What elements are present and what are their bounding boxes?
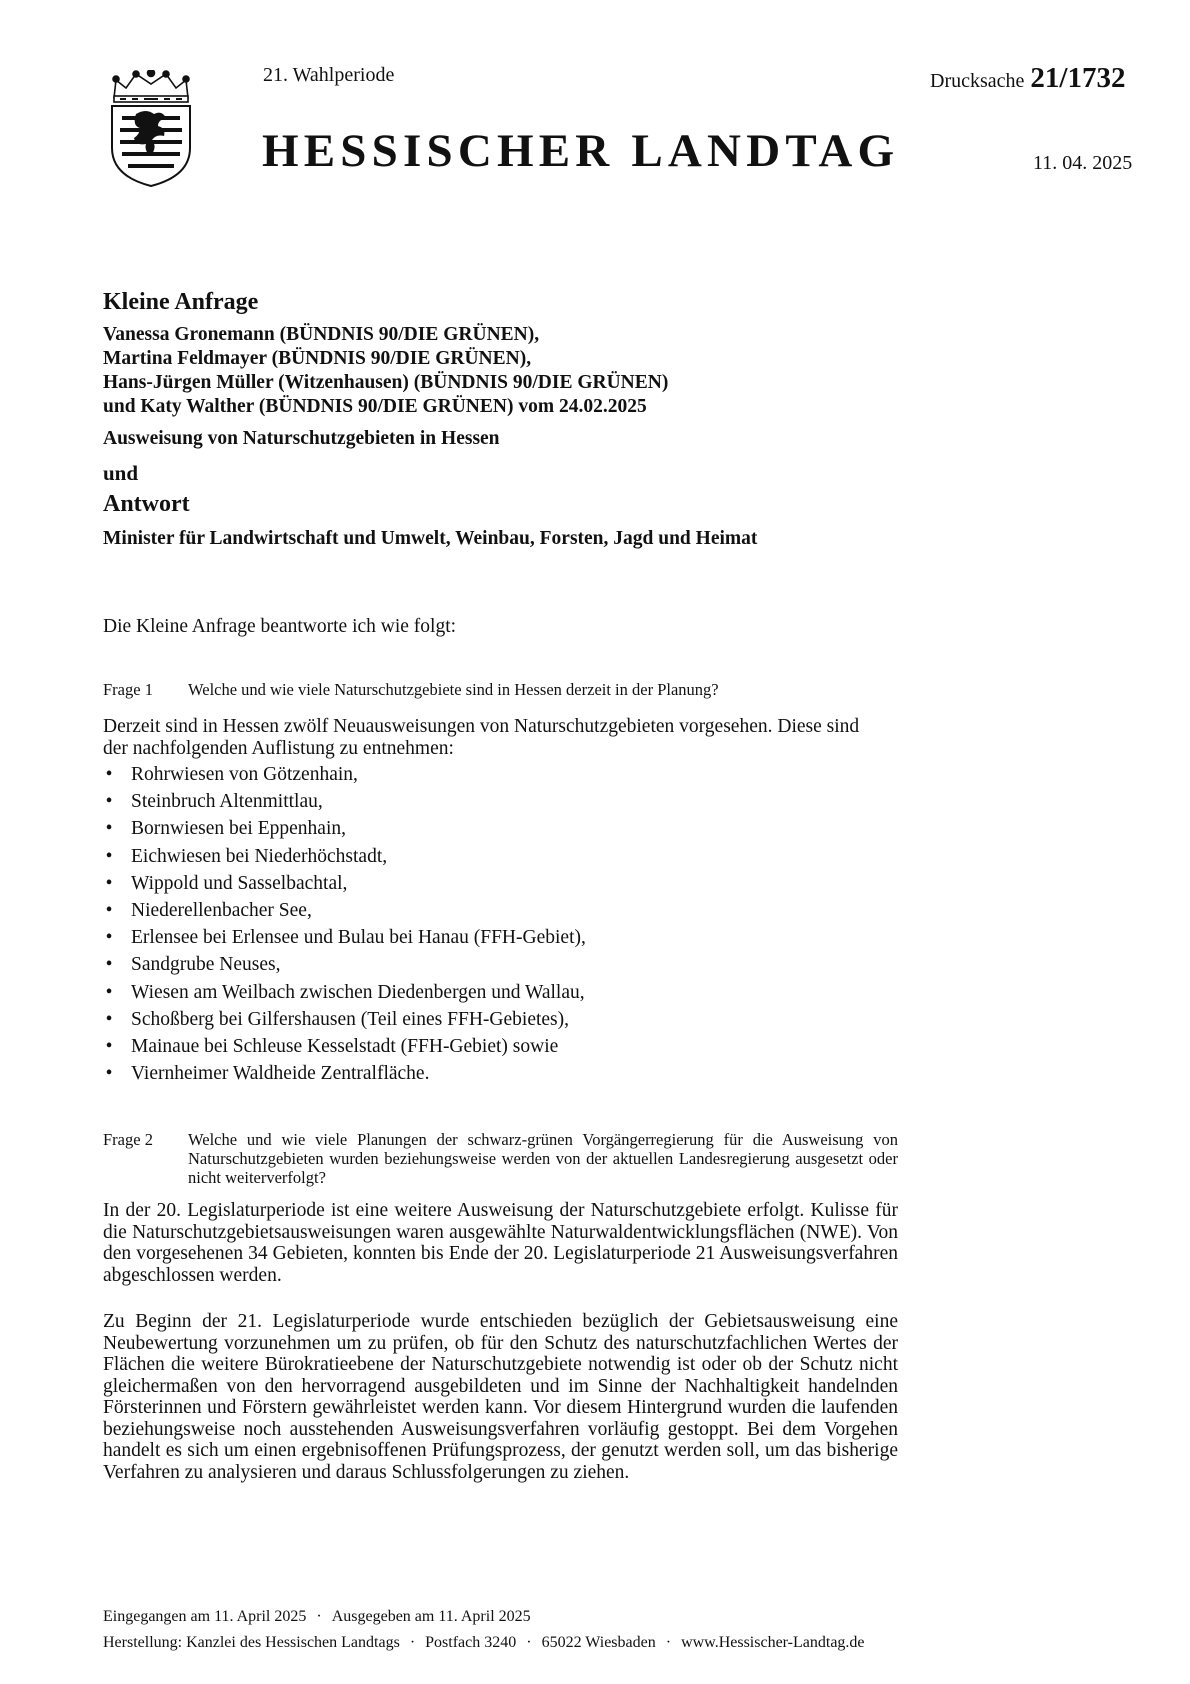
list-item [103, 1033, 898, 1060]
list-item-text: Erlensee bei Erlensee und Bulau bei Hanau (FFH-Gebiet), [131, 927, 586, 949]
question-2 [103, 1130, 898, 1187]
answer-1-line: Derzeit sind in Hessen zwölf Neuausweisungen von Naturschutzgebieten vorgesehen. Diese sind [103, 716, 860, 737]
coat-of-arms-graphic [106, 70, 196, 188]
list-item [103, 870, 898, 897]
footer-received: Eingegangen am 11. April 2025 [103, 1608, 307, 1625]
authors [103, 323, 963, 419]
footer-separator: · [526, 1634, 532, 1651]
minister: Minister für Landwirtschaft und Umwelt, Weinbau, Forsten, Jagd und Heimat [103, 528, 758, 549]
list-item-text: Mainaue bei Schleuse Kesselstadt (FFH-Gebiet) sowie [131, 1035, 559, 1057]
footer-issued: Ausgegeben am 11. April 2025 [331, 1608, 531, 1625]
author-line: und Katy Walther (BÜNDNIS 90/DIE GRÜNEN) vom 24.02.2025 [103, 396, 647, 417]
bullet-icon: • [105, 954, 113, 976]
list-item-text: Steinbruch Altenmittlau, [131, 791, 323, 813]
drucksache-number: 21/1732 [1030, 62, 1126, 94]
author-line: Hans-Jürgen Müller (Witzenhausen) (BÜNDNIS 90/DIE GRÜNEN) [103, 372, 669, 393]
list-item-text: Viernheimer Waldheide Zentralfläche. [131, 1063, 430, 1085]
answer-1 [103, 716, 898, 759]
list-item [103, 815, 898, 842]
list-item [103, 951, 898, 978]
list-item [103, 924, 898, 951]
subject: Ausweisung von Naturschutzgebieten in Hessen [103, 428, 500, 449]
list-item-text: Rohrwiesen von Götzenhain, [131, 764, 358, 785]
list-item-text: Schoßberg bei Gilfershausen (Teil eines FFH-Gebietes), [131, 1008, 569, 1030]
footer-separator: · [316, 1608, 322, 1625]
list-item [103, 788, 898, 815]
list-item-text: Sandgrube Neuses, [131, 954, 281, 976]
document-date: 11. 04. 2025 [1033, 152, 1133, 174]
list-item [103, 1006, 898, 1033]
drucksache-label: Drucksache [930, 70, 1025, 92]
bullet-icon: • [105, 1063, 113, 1085]
bullet-icon: • [105, 764, 113, 785]
landtag-title: HESSISCHER LANDTAG [262, 125, 900, 177]
list-item-text: Niederellenbacher See, [131, 899, 312, 921]
bullet-icon: • [105, 899, 113, 921]
bullet-icon: • [105, 1008, 113, 1030]
wahlperiode: 21. Wahlperiode [263, 64, 395, 86]
title-block [103, 287, 963, 551]
kleine-anfrage-heading: Kleine Anfrage [103, 289, 259, 315]
list-item [103, 979, 898, 1006]
answer-2-paragraph-2: Zu Beginn der 21. Legislaturperiode wurde entschieden bezüglich der Gebietsausweisung eine Neubewertung vorzunehmen um zu prüfen, ob für den Schutz des naturschutzfachlichen Wertes der Flächen die weitere Bürokratieebene der Naturschutzgebiete notwendig ist oder ob der Schutz nicht gleichermaßen von den hervorragend ausgebildeten und im Sinne der Nachhaltigkeit handelnden Försterinnen und Förstern gewährleistet werden kann. Vor diesem Hintergrund wurden die laufenden beziehungsweise noch ausstehenden Ausweisungsverfahren vorläufig gestoppt. Bei dem Vorgehen handelt es sich um einen ergebnisoffenen Prüfungsprozess, der genutzt werden soll, um das bisherige Verfahren zu analysieren und daraus Schlussfolgerungen zu ziehen. [103, 1311, 898, 1483]
question-2-text: Welche und wie viele Planungen der schwarz-grünen Vorgängerregierung für die Ausweisung von Naturschutzgebieten wurden beziehungsweise werden von der aktuellen Landesregierung ausgesetzt oder nicht weiterverfolgt? [188, 1130, 898, 1187]
question-2-label: Frage 2 [103, 1130, 153, 1149]
intro-text: Die Kleine Anfrage beantworte ich wie folgt: [103, 616, 457, 637]
footer-website-link[interactable]: www.Hessischer-Landtag.de [681, 1634, 865, 1651]
footer-dates [103, 1608, 531, 1626]
footer-producer: Herstellung: Kanzlei des Hessischen Landtags [103, 1634, 400, 1651]
bullet-icon: • [105, 1035, 113, 1057]
list-item-text: Eichwiesen bei Niederhöchstadt, [131, 845, 388, 867]
footer-city: 65022 Wiesbaden [541, 1634, 656, 1651]
footer-publisher [103, 1634, 865, 1652]
footer-postbox: Postfach 3240 [425, 1634, 517, 1651]
answer-1-line: der nachfolgenden Auflistung zu entnehmen: [103, 737, 454, 759]
bullet-icon: • [105, 981, 113, 1003]
list-item-text: Wippold und Sasselbachtal, [131, 872, 348, 894]
question-1-label: Frage 1 [103, 680, 153, 699]
antwort-heading: Antwort [103, 491, 190, 517]
hessen-coat-of-arms-icon [106, 70, 196, 188]
bullet-icon: • [105, 872, 113, 894]
list-item [103, 1060, 898, 1087]
footer-separator: · [409, 1634, 416, 1651]
question-1-text: Welche und wie viele Naturschutzgebiete sind in Hessen derzeit in der Planung? [188, 680, 719, 699]
list-item-text: Bornwiesen bei Eppenhain, [131, 818, 346, 840]
drucksache [930, 62, 1125, 95]
answer-2-paragraph-1: In der 20. Legislaturperiode ist eine weitere Ausweisung der Naturschutzgebiete erfolgt. Kulisse für die Naturschutzgebietsausweisungen waren ausgewählte Naturwaldentwicklungsflächen (NWE). Von den vorgesehenen 34 Gebieten, konnten bis Ende der 20. Legislaturperiode 21 Ausweisungsverfahren abgeschlossen werden. [103, 1200, 898, 1286]
author-line: Vanessa Gronemann (BÜNDNIS 90/DIE GRÜNEN), [103, 324, 540, 345]
bullet-icon: • [105, 818, 113, 840]
list-item [103, 761, 898, 788]
bullet-icon: • [105, 927, 113, 949]
list-item [103, 843, 898, 870]
nature-reserve-list [103, 761, 898, 1087]
bullet-icon: • [105, 791, 113, 813]
list-item-text: Wiesen am Weilbach zwischen Diedenbergen und Wallau, [131, 981, 585, 1003]
question-1 [103, 680, 898, 699]
bullet-icon: • [105, 845, 113, 867]
und-connector: und [103, 461, 139, 485]
list-item [103, 897, 898, 924]
author-line: Martina Feldmayer (BÜNDNIS 90/DIE GRÜNEN), [103, 348, 532, 369]
footer-separator: · [665, 1634, 672, 1651]
